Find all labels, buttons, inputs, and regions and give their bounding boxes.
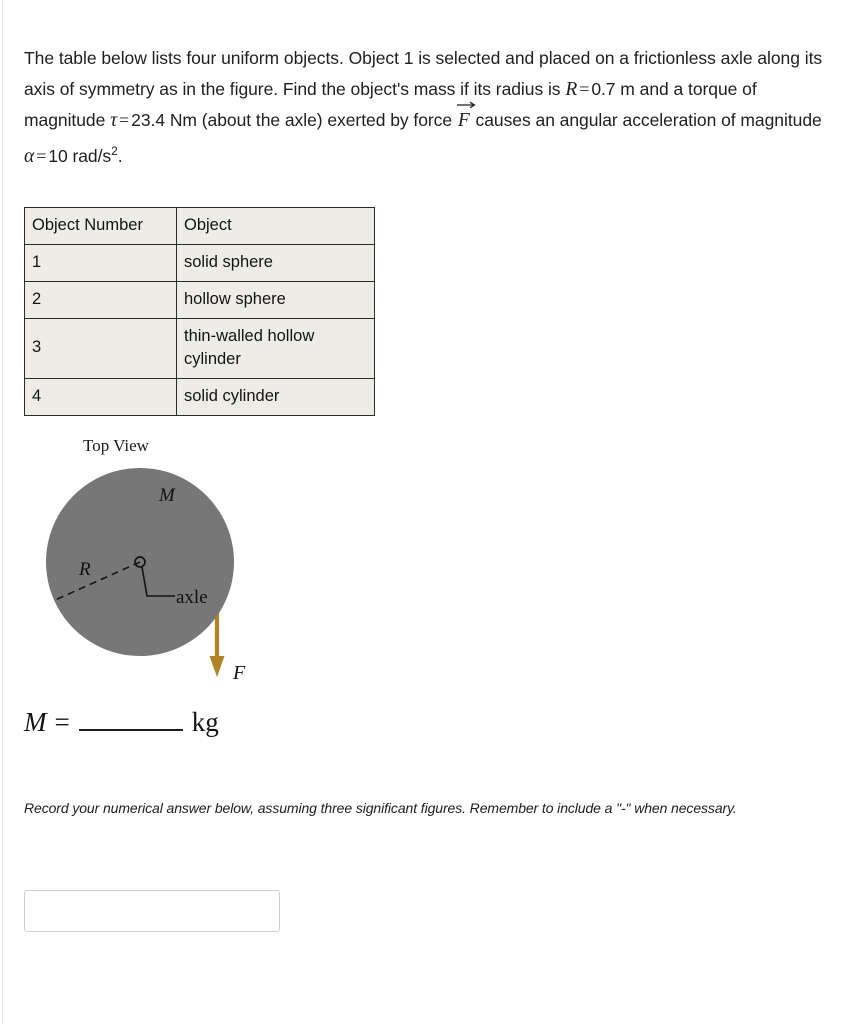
cell-object-name: solid cylinder xyxy=(177,378,375,415)
answer-blank xyxy=(79,712,183,731)
force-vector-symbol xyxy=(457,105,471,136)
torque-symbol: τ xyxy=(110,110,118,131)
equals-sign-torque: = xyxy=(119,110,130,130)
cell-object-name: hollow sphere xyxy=(177,281,375,318)
problem-statement xyxy=(24,43,829,172)
force-symbol-letter: F xyxy=(457,110,470,131)
table-header-row xyxy=(25,207,375,244)
problem-text-part-3: (about the axle) exerted by force xyxy=(196,110,457,130)
answer-equation xyxy=(24,707,829,738)
radius-label: R xyxy=(79,558,91,580)
problem-text-part-1: The table below lists four uniform objects. Object 1 is selected and placed on a frictionless axle along its axis of symmetry as in the figure. Find the object's mass if its radius is xyxy=(24,48,823,99)
header-object: Object xyxy=(177,207,375,244)
table-row xyxy=(25,281,375,318)
torque-value: 23.4 Nm xyxy=(131,110,197,130)
radius-value: 0.7 m xyxy=(591,79,635,99)
answer-unit: kg xyxy=(191,706,219,737)
vector-arrow-icon xyxy=(456,101,476,108)
axle-label: axle xyxy=(176,586,208,608)
alpha-unit-exponent: 2 xyxy=(111,144,118,158)
mass-label: M xyxy=(159,484,175,506)
header-object-number: Object Number xyxy=(25,207,177,244)
figure-caption: Top View xyxy=(83,435,149,455)
answer-equals-sign: = xyxy=(54,706,70,737)
physics-figure xyxy=(24,428,324,693)
instruction-text: Record your numerical answer below, assuming three significant figures. Remember to include a "-" when necessary. xyxy=(24,799,737,816)
problem-text-part-4: causes an angular acceleration of magnitude xyxy=(470,110,822,130)
alpha-symbol: α xyxy=(24,145,35,167)
force-label: F xyxy=(233,661,246,684)
cell-object-number: 2 xyxy=(25,281,177,318)
table-row xyxy=(25,244,375,281)
problem-text-part-2: and a torque of magnitude xyxy=(24,79,757,130)
cell-object-number: 4 xyxy=(25,378,177,415)
cell-object-name: solid sphere xyxy=(177,244,375,281)
page-content xyxy=(24,0,829,932)
equals-sign-alpha: = xyxy=(36,145,47,166)
cell-object-number: 3 xyxy=(25,318,177,378)
equals-sign-radius: = xyxy=(579,79,590,99)
table-row xyxy=(25,318,375,378)
cell-object-number: 1 xyxy=(25,244,177,281)
answer-input[interactable] xyxy=(24,890,280,932)
problem-text-period: . xyxy=(117,145,123,166)
answer-mass-symbol: M xyxy=(24,706,47,737)
radius-symbol: R xyxy=(565,79,578,100)
alpha-value: 10 rad/s xyxy=(48,145,112,166)
table-row xyxy=(25,378,375,415)
cell-object-name: thin-walled hollow cylinder xyxy=(177,318,375,378)
disk-diagram xyxy=(0,428,300,693)
objects-table xyxy=(24,207,375,416)
